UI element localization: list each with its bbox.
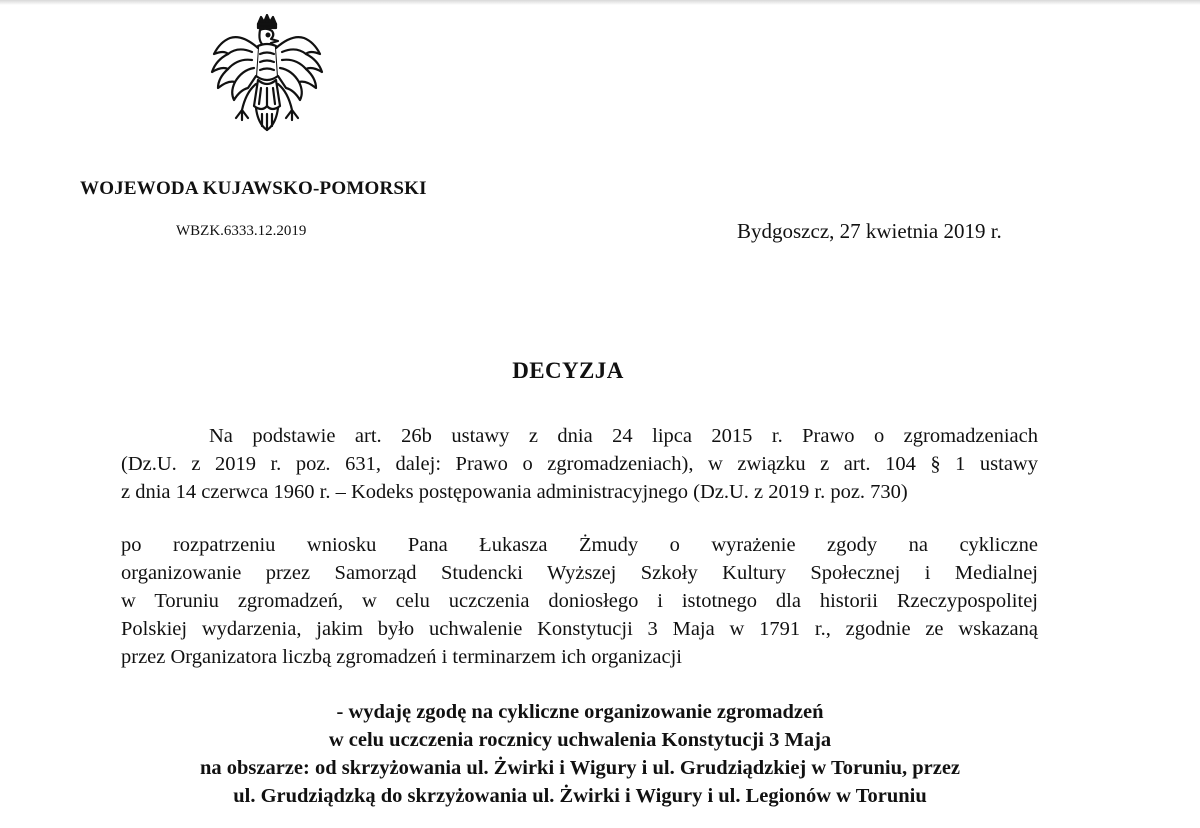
legal-basis-line: Na podstawie art. 26b ustawy z dnia 24 lipca 2015 r. Prawo o zgromadzeniach	[209, 425, 1038, 447]
document-title: DECYZJA	[512, 358, 624, 383]
decision-line: w celu uczczenia rocznicy uchwalenia Konstytucji 3 Maja	[328, 729, 832, 751]
legal-basis-line: (Dz.U. z 2019 r. poz. 631, dalej: Prawo o zgromadzeniach), w związku z art. 104 § 1 ustawy	[121, 453, 1038, 475]
consideration-line: organizowanie przez Samorząd Studencki Wyższej Szkoły Kultury Społecznej i Medialnej	[121, 562, 1038, 584]
decision-line: ul. Grudziądzką do skrzyżowania ul. Żwirki i Wigury i ul. Legionów w Toruniu	[233, 785, 927, 807]
place-and-date: Bydgoszcz, 27 kwietnia 2019 r.	[737, 219, 1002, 243]
decision-line: na obszarze: od skrzyżowania ul. Żwirki i Wigury i ul. Grudziądzkiej w Toruniu, przez	[199, 757, 961, 779]
consideration-line: przez Organizatora liczbą zgromadzeń i terminarzem ich organizacji	[121, 646, 682, 668]
issuing-authority: WOJEWODA KUJAWSKO-POMORSKI	[80, 178, 427, 199]
consideration-line: Polskiej wydarzenia, jakim było uchwalenie Konstytucji 3 Maja w 1791 r., zgodnie ze wskazaną	[121, 618, 1038, 640]
consideration-line: w Toruniu zgromadzeń, w celu uczczenia doniosłego i istotnego dla historii Rzeczypospolitej	[121, 590, 1038, 612]
case-reference-number: WBZK.6333.12.2019	[176, 223, 307, 239]
polish-eagle-emblem-icon	[208, 14, 326, 136]
consideration-line: po rozpatrzeniu wniosku Pana Łukasza Żmudy o wyrażenie zgody na cykliczne	[121, 534, 1038, 556]
decision-line: - wydaję zgodę na cykliczne organizowanie zgromadzeń	[336, 701, 824, 723]
legal-basis-line: z dnia 14 czerwca 1960 r. – Kodeks postępowania administracyjnego (Dz.U. z 2019 r. poz. 730)	[121, 481, 908, 503]
